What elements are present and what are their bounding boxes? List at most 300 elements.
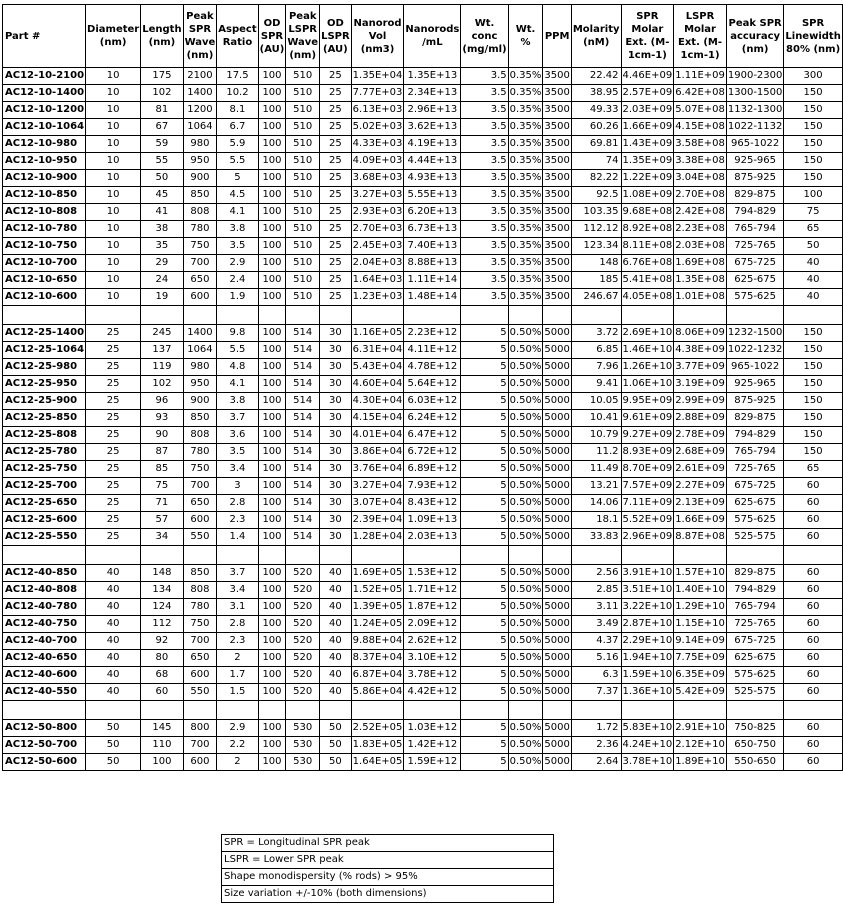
cell-wt-conc: 5	[461, 582, 508, 599]
header-lspr-molar-ext: LSPR Molar Ext. (M-1cm-1)	[674, 5, 727, 68]
cell-aspect-ratio: 4.1	[217, 376, 258, 393]
cell-peak-lspr-wave: 510	[286, 204, 320, 221]
cell-molarity: 185	[571, 272, 621, 289]
cell-peak-lspr-wave: 514	[286, 478, 320, 495]
cell-nanorods-per-ml: 2.34E+13	[404, 85, 461, 102]
cell-peak-spr-accuracy: 750-825	[726, 720, 784, 737]
cell-peak-spr-accuracy: 625-675	[726, 495, 784, 512]
cell-peak-lspr-wave: 510	[286, 85, 320, 102]
cell-length: 119	[141, 359, 183, 376]
table-row	[3, 444, 843, 461]
cell-peak-lspr-wave: 510	[286, 238, 320, 255]
cell-spr-molar-ext: 8.70E+09	[621, 461, 674, 478]
cell-ppm: 5000	[543, 444, 571, 461]
table-row	[3, 325, 843, 342]
cell-nanorods-per-ml: 6.72E+12	[404, 444, 461, 461]
cell-molarity: 92.5	[571, 187, 621, 204]
cell-part-number: AC12-40-600	[3, 667, 86, 684]
cell-diameter: 25	[86, 529, 141, 546]
cell-od-lspr: 30	[320, 512, 352, 529]
cell-aspect-ratio: 10.2	[217, 85, 258, 102]
cell-wt-conc: 5	[461, 529, 508, 546]
cell-length: 55	[141, 153, 183, 170]
cell-diameter: 10	[86, 255, 141, 272]
cell-ppm: 5000	[543, 461, 571, 478]
cell-aspect-ratio: 2	[217, 650, 258, 667]
cell-aspect-ratio: 3.7	[217, 410, 258, 427]
cell-diameter: 25	[86, 461, 141, 478]
cell-lspr-molar-ext: 1.66E+09	[674, 512, 727, 529]
cell-spr-molar-ext: 2.57E+09	[621, 85, 674, 102]
group-spacer-row	[3, 546, 843, 565]
cell-wt-conc: 3.5	[461, 85, 508, 102]
cell-peak-spr-wave: 550	[183, 684, 217, 701]
cell-aspect-ratio: 2.9	[217, 720, 258, 737]
legend-line-monodispersity: Shape monodispersity (% rods) > 95%	[222, 869, 554, 886]
cell-diameter: 40	[86, 684, 141, 701]
cell-peak-spr-wave: 808	[183, 427, 217, 444]
cell-od-spr: 100	[258, 393, 286, 410]
cell-od-lspr: 25	[320, 187, 352, 204]
table-row	[3, 512, 843, 529]
cell-peak-spr-accuracy: 525-575	[726, 684, 784, 701]
cell-od-lspr: 25	[320, 102, 352, 119]
cell-diameter: 25	[86, 325, 141, 342]
cell-diameter: 40	[86, 582, 141, 599]
cell-spr-molar-ext: 5.41E+08	[621, 272, 674, 289]
cell-peak-spr-wave: 750	[183, 616, 217, 633]
cell-part-number: AC12-10-900	[3, 170, 86, 187]
cell-nanorod-volume: 1.23E+03	[351, 289, 404, 306]
cell-nanorod-volume: 4.15E+04	[351, 410, 404, 427]
cell-spr-linewidth: 60	[784, 720, 842, 737]
cell-nanorods-per-ml: 1.53E+12	[404, 565, 461, 582]
cell-peak-lspr-wave: 514	[286, 444, 320, 461]
cell-diameter: 10	[86, 68, 141, 85]
header-spr-linewidth: SPR Linewidth 80% (nm)	[784, 5, 842, 68]
cell-wt-conc: 3.5	[461, 119, 508, 136]
cell-od-spr: 100	[258, 512, 286, 529]
cell-nanorod-volume: 4.01E+04	[351, 427, 404, 444]
cell-od-spr: 100	[258, 204, 286, 221]
cell-ppm: 5000	[543, 410, 571, 427]
cell-spr-linewidth: 150	[784, 325, 842, 342]
cell-peak-lspr-wave: 530	[286, 737, 320, 754]
cell-wt-percent: 0.50%	[508, 478, 543, 495]
cell-molarity: 1.72	[571, 720, 621, 737]
cell-peak-spr-accuracy: 794-829	[726, 427, 784, 444]
cell-od-spr: 100	[258, 720, 286, 737]
cell-peak-lspr-wave: 514	[286, 461, 320, 478]
cell-part-number: AC12-10-600	[3, 289, 86, 306]
cell-wt-percent: 0.50%	[508, 737, 543, 754]
cell-aspect-ratio: 3.5	[217, 238, 258, 255]
cell-nanorods-per-ml: 8.88E+13	[404, 255, 461, 272]
cell-ppm: 3500	[543, 119, 571, 136]
cell-part-number: AC12-40-700	[3, 633, 86, 650]
cell-nanorods-per-ml: 6.03E+12	[404, 393, 461, 410]
cell-peak-lspr-wave: 514	[286, 359, 320, 376]
cell-peak-lspr-wave: 510	[286, 289, 320, 306]
cell-od-spr: 100	[258, 289, 286, 306]
cell-lspr-molar-ext: 4.15E+08	[674, 119, 727, 136]
cell-wt-percent: 0.50%	[508, 359, 543, 376]
cell-molarity: 5.16	[571, 650, 621, 667]
cell-peak-spr-wave: 700	[183, 255, 217, 272]
cell-peak-spr-wave: 780	[183, 599, 217, 616]
cell-ppm: 3500	[543, 289, 571, 306]
table-row	[3, 582, 843, 599]
cell-peak-spr-wave: 980	[183, 359, 217, 376]
cell-ppm: 3500	[543, 102, 571, 119]
cell-peak-spr-wave: 600	[183, 754, 217, 771]
cell-od-spr: 100	[258, 68, 286, 85]
cell-wt-conc: 5	[461, 720, 508, 737]
cell-od-lspr: 40	[320, 684, 352, 701]
cell-molarity: 3.11	[571, 599, 621, 616]
cell-part-number: AC12-10-750	[3, 238, 86, 255]
cell-ppm: 5000	[543, 565, 571, 582]
cell-peak-spr-accuracy: 925-965	[726, 376, 784, 393]
cell-od-lspr: 50	[320, 754, 352, 771]
table-row	[3, 684, 843, 701]
cell-od-spr: 100	[258, 187, 286, 204]
cell-wt-percent: 0.50%	[508, 565, 543, 582]
cell-peak-spr-wave: 850	[183, 565, 217, 582]
table-row	[3, 221, 843, 238]
cell-wt-conc: 3.5	[461, 204, 508, 221]
cell-nanorods-per-ml: 2.62E+12	[404, 633, 461, 650]
cell-peak-spr-wave: 650	[183, 650, 217, 667]
cell-wt-percent: 0.35%	[508, 238, 543, 255]
cell-wt-conc: 5	[461, 461, 508, 478]
cell-spr-molar-ext: 3.78E+10	[621, 754, 674, 771]
cell-peak-spr-accuracy: 829-875	[726, 565, 784, 582]
cell-diameter: 40	[86, 667, 141, 684]
cell-nanorods-per-ml: 3.78E+12	[404, 667, 461, 684]
cell-ppm: 5000	[543, 582, 571, 599]
table-row	[3, 136, 843, 153]
cell-part-number: AC12-10-950	[3, 153, 86, 170]
cell-spr-molar-ext: 1.66E+09	[621, 119, 674, 136]
cell-lspr-molar-ext: 2.13E+09	[674, 495, 727, 512]
cell-nanorods-per-ml: 5.64E+12	[404, 376, 461, 393]
cell-od-spr: 100	[258, 650, 286, 667]
cell-spr-linewidth: 60	[784, 667, 842, 684]
cell-spr-molar-ext: 4.24E+10	[621, 737, 674, 754]
cell-wt-percent: 0.35%	[508, 102, 543, 119]
cell-od-lspr: 25	[320, 136, 352, 153]
cell-lspr-molar-ext: 1.69E+08	[674, 255, 727, 272]
cell-spr-molar-ext: 3.91E+10	[621, 565, 674, 582]
cell-length: 68	[141, 667, 183, 684]
cell-od-lspr: 30	[320, 393, 352, 410]
cell-od-lspr: 25	[320, 272, 352, 289]
cell-peak-lspr-wave: 520	[286, 599, 320, 616]
cell-ppm: 5000	[543, 342, 571, 359]
cell-length: 80	[141, 650, 183, 667]
cell-diameter: 25	[86, 359, 141, 376]
cell-nanorod-volume: 2.93E+03	[351, 204, 404, 221]
cell-molarity: 14.06	[571, 495, 621, 512]
cell-nanorods-per-ml: 1.09E+13	[404, 512, 461, 529]
cell-od-spr: 100	[258, 359, 286, 376]
cell-peak-spr-wave: 650	[183, 495, 217, 512]
cell-wt-conc: 3.5	[461, 272, 508, 289]
cell-peak-spr-wave: 850	[183, 410, 217, 427]
cell-aspect-ratio: 2.2	[217, 737, 258, 754]
header-wt-conc: Wt. conc (mg/ml)	[461, 5, 508, 68]
cell-od-spr: 100	[258, 478, 286, 495]
cell-peak-lspr-wave: 510	[286, 221, 320, 238]
table-row	[3, 68, 843, 85]
cell-wt-conc: 5	[461, 359, 508, 376]
cell-aspect-ratio: 3.8	[217, 393, 258, 410]
cell-diameter: 10	[86, 187, 141, 204]
cell-wt-conc: 5	[461, 393, 508, 410]
cell-od-lspr: 30	[320, 359, 352, 376]
cell-spr-linewidth: 40	[784, 272, 842, 289]
table-row	[3, 565, 843, 582]
cell-lspr-molar-ext: 4.38E+09	[674, 342, 727, 359]
cell-molarity: 10.05	[571, 393, 621, 410]
cell-peak-spr-accuracy: 965-1022	[726, 359, 784, 376]
cell-part-number: AC12-50-600	[3, 754, 86, 771]
cell-wt-percent: 0.35%	[508, 204, 543, 221]
cell-od-lspr: 40	[320, 650, 352, 667]
cell-spr-molar-ext: 8.93E+09	[621, 444, 674, 461]
cell-wt-percent: 0.50%	[508, 461, 543, 478]
cell-part-number: AC12-10-2100	[3, 68, 86, 85]
cell-peak-lspr-wave: 520	[286, 582, 320, 599]
cell-peak-lspr-wave: 510	[286, 272, 320, 289]
cell-length: 93	[141, 410, 183, 427]
cell-nanorods-per-ml: 4.19E+13	[404, 136, 461, 153]
cell-part-number: AC12-10-808	[3, 204, 86, 221]
cell-aspect-ratio: 3.7	[217, 565, 258, 582]
cell-spr-molar-ext: 3.22E+10	[621, 599, 674, 616]
cell-od-lspr: 30	[320, 478, 352, 495]
group-spacer-row	[3, 306, 843, 325]
header-wt-percent: Wt. %	[508, 5, 543, 68]
cell-lspr-molar-ext: 5.07E+08	[674, 102, 727, 119]
cell-spr-linewidth: 150	[784, 170, 842, 187]
cell-peak-spr-accuracy: 765-794	[726, 221, 784, 238]
cell-peak-spr-wave: 1400	[183, 85, 217, 102]
cell-peak-spr-accuracy: 1900-2300	[726, 68, 784, 85]
cell-part-number: AC12-10-700	[3, 255, 86, 272]
cell-peak-lspr-wave: 520	[286, 667, 320, 684]
cell-wt-conc: 5	[461, 737, 508, 754]
cell-od-lspr: 40	[320, 616, 352, 633]
cell-od-lspr: 40	[320, 582, 352, 599]
cell-ppm: 5000	[543, 359, 571, 376]
cell-peak-spr-accuracy: 1132-1300	[726, 102, 784, 119]
cell-nanorods-per-ml: 6.20E+13	[404, 204, 461, 221]
header-length: Length (nm)	[141, 5, 183, 68]
cell-spr-linewidth: 150	[784, 427, 842, 444]
cell-od-spr: 100	[258, 272, 286, 289]
cell-spr-molar-ext: 5.83E+10	[621, 720, 674, 737]
table-row	[3, 255, 843, 272]
cell-od-lspr: 25	[320, 238, 352, 255]
cell-od-spr: 100	[258, 221, 286, 238]
cell-lspr-molar-ext: 2.70E+08	[674, 187, 727, 204]
cell-part-number: AC12-40-750	[3, 616, 86, 633]
cell-peak-lspr-wave: 510	[286, 255, 320, 272]
table-row	[3, 667, 843, 684]
cell-od-lspr: 50	[320, 720, 352, 737]
cell-spr-linewidth: 150	[784, 342, 842, 359]
cell-peak-spr-wave: 700	[183, 633, 217, 650]
cell-molarity: 38.95	[571, 85, 621, 102]
cell-peak-lspr-wave: 510	[286, 187, 320, 204]
cell-aspect-ratio: 1.9	[217, 289, 258, 306]
cell-spr-linewidth: 60	[784, 495, 842, 512]
cell-nanorod-volume: 2.45E+03	[351, 238, 404, 255]
cell-aspect-ratio: 2.9	[217, 255, 258, 272]
cell-od-spr: 100	[258, 667, 286, 684]
cell-length: 110	[141, 737, 183, 754]
cell-aspect-ratio: 2.3	[217, 633, 258, 650]
cell-spr-linewidth: 100	[784, 187, 842, 204]
cell-spr-linewidth: 60	[784, 582, 842, 599]
cell-nanorod-volume: 1.16E+05	[351, 325, 404, 342]
cell-lspr-molar-ext: 2.27E+09	[674, 478, 727, 495]
cell-aspect-ratio: 6.7	[217, 119, 258, 136]
cell-wt-conc: 5	[461, 342, 508, 359]
cell-part-number: AC12-25-780	[3, 444, 86, 461]
cell-od-spr: 100	[258, 410, 286, 427]
cell-wt-conc: 3.5	[461, 255, 508, 272]
cell-lspr-molar-ext: 3.04E+08	[674, 170, 727, 187]
cell-length: 38	[141, 221, 183, 238]
table-row	[3, 616, 843, 633]
cell-wt-conc: 3.5	[461, 170, 508, 187]
cell-molarity: 148	[571, 255, 621, 272]
table-row	[3, 599, 843, 616]
cell-spr-molar-ext: 9.27E+09	[621, 427, 674, 444]
cell-peak-spr-accuracy: 725-765	[726, 238, 784, 255]
cell-wt-percent: 0.50%	[508, 529, 543, 546]
cell-nanorods-per-ml: 4.42E+12	[404, 684, 461, 701]
table-row	[3, 170, 843, 187]
cell-molarity: 3.49	[571, 616, 621, 633]
cell-molarity: 3.72	[571, 325, 621, 342]
cell-nanorod-volume: 3.68E+03	[351, 170, 404, 187]
cell-od-lspr: 25	[320, 119, 352, 136]
cell-part-number: AC12-40-780	[3, 599, 86, 616]
cell-aspect-ratio: 8.1	[217, 102, 258, 119]
cell-od-spr: 100	[258, 599, 286, 616]
cell-molarity: 2.36	[571, 737, 621, 754]
cell-peak-lspr-wave: 514	[286, 410, 320, 427]
cell-nanorod-volume: 6.13E+03	[351, 102, 404, 119]
cell-nanorod-volume: 2.52E+05	[351, 720, 404, 737]
cell-peak-spr-accuracy: 765-794	[726, 444, 784, 461]
cell-wt-percent: 0.35%	[508, 85, 543, 102]
cell-wt-conc: 5	[461, 633, 508, 650]
cell-peak-spr-accuracy: 925-965	[726, 153, 784, 170]
cell-nanorod-volume: 3.27E+03	[351, 187, 404, 204]
cell-length: 75	[141, 478, 183, 495]
cell-aspect-ratio: 1.5	[217, 684, 258, 701]
cell-spr-linewidth: 150	[784, 119, 842, 136]
cell-aspect-ratio: 4.5	[217, 187, 258, 204]
cell-spr-molar-ext: 1.06E+10	[621, 376, 674, 393]
cell-length: 102	[141, 376, 183, 393]
cell-wt-percent: 0.35%	[508, 153, 543, 170]
cell-diameter: 10	[86, 170, 141, 187]
legend-line-spr: SPR = Longitudinal SPR peak	[222, 835, 554, 852]
cell-nanorod-volume: 3.27E+04	[351, 478, 404, 495]
cell-ppm: 5000	[543, 684, 571, 701]
cell-od-spr: 100	[258, 325, 286, 342]
cell-wt-conc: 5	[461, 410, 508, 427]
cell-nanorod-volume: 5.43E+04	[351, 359, 404, 376]
cell-peak-spr-accuracy: 965-1022	[726, 136, 784, 153]
cell-lspr-molar-ext: 2.91E+10	[674, 720, 727, 737]
cell-diameter: 10	[86, 272, 141, 289]
cell-part-number: AC12-10-1064	[3, 119, 86, 136]
table-row	[3, 238, 843, 255]
cell-peak-spr-wave: 780	[183, 444, 217, 461]
cell-od-spr: 100	[258, 737, 286, 754]
cell-ppm: 5000	[543, 393, 571, 410]
cell-part-number: AC12-40-850	[3, 565, 86, 582]
cell-length: 175	[141, 68, 183, 85]
header-row	[3, 5, 843, 68]
cell-nanorod-volume: 3.86E+04	[351, 444, 404, 461]
cell-od-spr: 100	[258, 684, 286, 701]
cell-diameter: 40	[86, 616, 141, 633]
cell-molarity: 4.37	[571, 633, 621, 650]
cell-nanorod-volume: 1.24E+05	[351, 616, 404, 633]
cell-wt-percent: 0.35%	[508, 272, 543, 289]
cell-nanorod-volume: 2.39E+04	[351, 512, 404, 529]
cell-peak-spr-accuracy: 1232-1500	[726, 325, 784, 342]
cell-length: 148	[141, 565, 183, 582]
cell-spr-molar-ext: 9.68E+08	[621, 204, 674, 221]
cell-peak-spr-wave: 2100	[183, 68, 217, 85]
cell-length: 45	[141, 187, 183, 204]
cell-wt-percent: 0.35%	[508, 68, 543, 85]
cell-peak-lspr-wave: 520	[286, 565, 320, 582]
cell-part-number: AC12-50-800	[3, 720, 86, 737]
cell-lspr-molar-ext: 8.87E+08	[674, 529, 727, 546]
cell-part-number: AC12-25-1400	[3, 325, 86, 342]
cell-od-spr: 100	[258, 582, 286, 599]
cell-wt-conc: 5	[461, 616, 508, 633]
cell-spr-linewidth: 60	[784, 599, 842, 616]
cell-spr-molar-ext: 5.52E+09	[621, 512, 674, 529]
cell-peak-spr-wave: 800	[183, 720, 217, 737]
cell-ppm: 3500	[543, 204, 571, 221]
cell-peak-lspr-wave: 530	[286, 720, 320, 737]
cell-nanorods-per-ml: 1.59E+12	[404, 754, 461, 771]
cell-aspect-ratio: 2.4	[217, 272, 258, 289]
cell-part-number: AC12-25-808	[3, 427, 86, 444]
table-row	[3, 85, 843, 102]
cell-spr-molar-ext: 1.59E+10	[621, 667, 674, 684]
table-row	[3, 272, 843, 289]
cell-nanorod-volume: 9.88E+04	[351, 633, 404, 650]
header-diameter: Diameter (nm)	[86, 5, 141, 68]
cell-diameter: 10	[86, 85, 141, 102]
cell-od-lspr: 25	[320, 153, 352, 170]
cell-peak-spr-accuracy: 794-829	[726, 204, 784, 221]
cell-lspr-molar-ext: 3.77E+09	[674, 359, 727, 376]
